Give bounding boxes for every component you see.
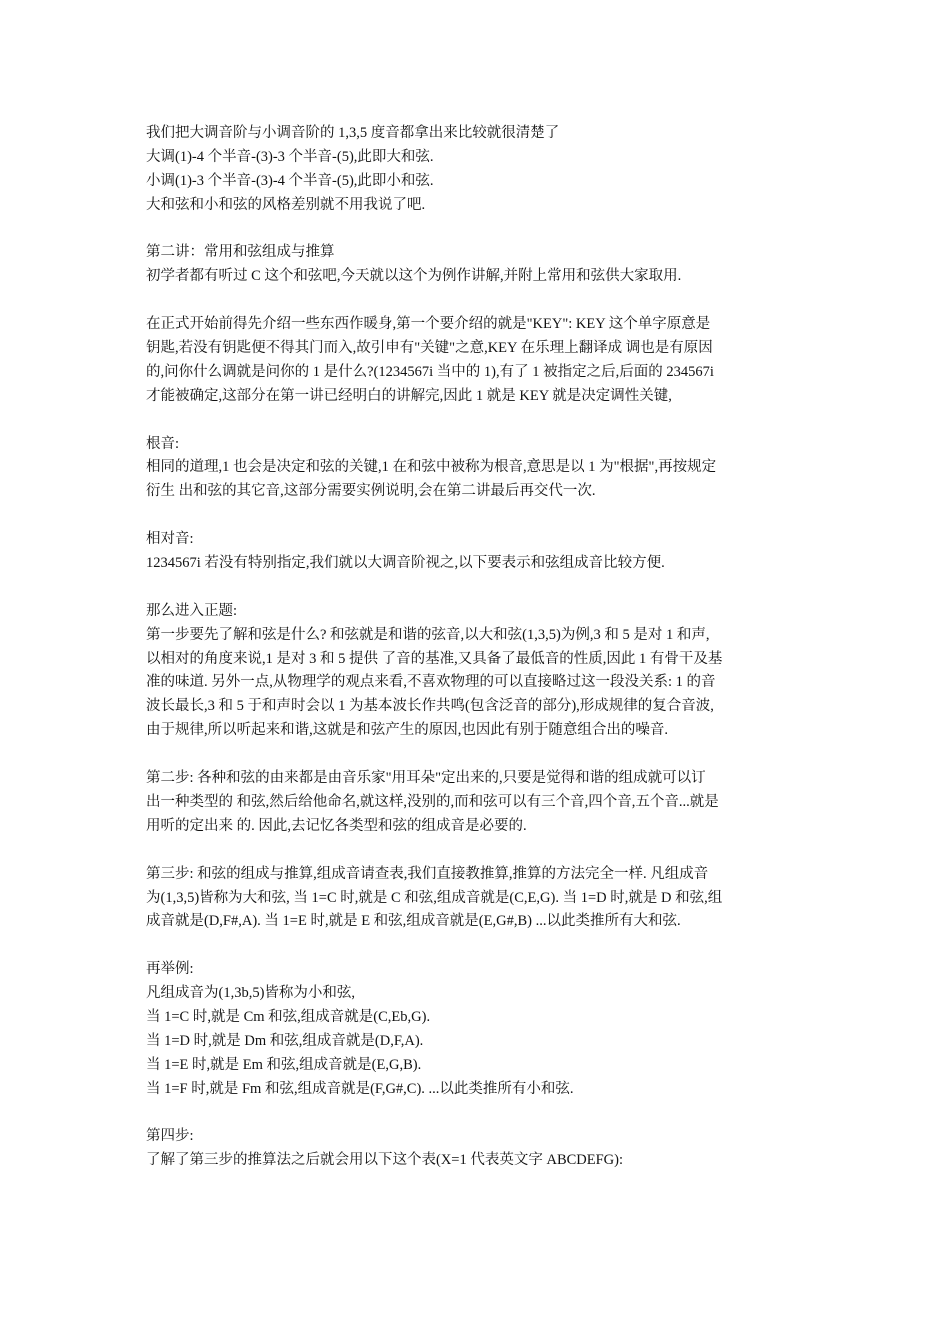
text-line: 在正式开始前得先介绍一些东西作暖身,第一个要介绍的就是"KEY": KEY 这个单字原意是 xyxy=(146,316,711,333)
text-line: 出一种类型的 和弦,然后给他命名,就这样,没别的,而和弦可以有三个音,四个音,五个音...就是 xyxy=(146,793,719,810)
text-line: 当 1=D 时,就是 Dm 和弦,组成音就是(D,F,A). xyxy=(146,1032,424,1049)
text-line: 根音: xyxy=(146,435,180,452)
text-line: 1234567i 若没有特别指定,我们就以大调音阶视之,以下要表示和弦组成音比较方便. xyxy=(146,555,665,572)
text-line: 第三步: 和弦的组成与推算,组成音请查表,我们直接教推算,推算的方法完全一样. 凡组成音 xyxy=(146,865,709,882)
paragraph-gap xyxy=(146,839,816,863)
paragraph-gap xyxy=(146,218,816,242)
text-line: 准的味道. 另外一点,从物理学的观点来看,不喜欢物理的可以直接略过这一段没关系: 1 的音 xyxy=(146,674,716,691)
text-line: 那么进入正题: xyxy=(146,602,238,619)
text-line: 第一步要先了解和弦是什么? 和弦就是和谐的弦音,以大和弦(1,3,5)为例,3 和 5 是对 1 和声, xyxy=(146,626,710,643)
paragraph-gap xyxy=(146,409,816,433)
paragraph xyxy=(146,600,816,743)
paragraph-gap xyxy=(146,934,816,958)
paragraph xyxy=(146,863,816,935)
text-line: 当 1=F 时,就是 Fm 和弦,组成音就是(F,G#,C). ...以此类推所有小和弦. xyxy=(146,1080,574,1097)
text-line: 初学者都有听过 C 这个和弦吧,今天就以这个为例作讲解,并附上常用和弦供大家取用. xyxy=(146,268,682,285)
text-line: 第二步: 各种和弦的由来都是由音乐家"用耳朵"定出来的,只要是觉得和谐的组成就可以订 xyxy=(146,770,706,787)
text-line: 当 1=C 时,就是 Cm 和弦,组成音就是(C,Eb,G). xyxy=(146,1008,431,1025)
paragraph xyxy=(146,241,816,289)
text-line: 小调(1)-3 个半音-(3)-4 个半音-(5),此即小和弦. xyxy=(146,172,434,189)
paragraph xyxy=(146,122,816,218)
paragraph-gap xyxy=(146,743,816,767)
text-line: 才能被确定,这部分在第一讲已经明白的讲解完,因此 1 就是 KEY 就是决定调性关键, xyxy=(146,387,672,404)
text-line: 相对音: xyxy=(146,531,194,548)
paragraph-gap xyxy=(146,504,816,528)
text-line: 大调(1)-4 个半音-(3)-3 个半音-(5),此即大和弦. xyxy=(146,148,434,165)
text-line: 大和弦和小和弦的风格差别就不用我说了吧. xyxy=(146,196,426,213)
paragraph xyxy=(146,313,816,409)
text-line: 相同的道理,1 也会是决定和弦的关键,1 在和弦中被称为根音,意思是以 1 为"根据",再按规定 xyxy=(146,459,717,476)
text-line: 成音就是(D,F#,A). 当 1=E 时,就是 E 和弦,组成音就是(E,G#,B) ...以此类推所有大和弦. xyxy=(146,913,681,930)
document-page xyxy=(146,122,816,1173)
text-line: 波长最长,3 和 5 于和声时会以 1 为基本波长作共鸣(包含泛音的部分),形成规律的复合音波, xyxy=(146,698,714,715)
text-line: 我们把大调音阶与小调音阶的 1,3,5 度音都拿出来比较就很清楚了 xyxy=(146,125,560,141)
paragraph xyxy=(146,767,816,839)
text-line: 的,问你什么调就是问你的 1 是什么?(1234567i 当中的 1),有了 1 被指定之后,后面的 234567i xyxy=(146,363,714,380)
text-line: 第四步: xyxy=(146,1128,194,1145)
paragraph-gap xyxy=(146,1102,816,1126)
paragraph xyxy=(146,528,816,576)
text-line: 以相对的角度来说,1 是对 3 和 5 提供 了音的基准,又具备了最低音的性质,因此 1 有骨干及基 xyxy=(146,650,723,667)
text-line: 用听的定出来 的. 因此,去记忆各类型和弦的组成音是必要的. xyxy=(146,817,527,834)
paragraph xyxy=(146,1125,816,1173)
text-line: 再举例: xyxy=(146,961,194,978)
text-line: 由于规律,所以听起来和谐,这就是和弦产生的原因,也因此有别于随意组合出的噪音. xyxy=(146,722,668,739)
paragraph-gap xyxy=(146,576,816,600)
paragraph xyxy=(146,433,816,505)
text-line: 了解了第三步的推算法之后就会用以下这个表(X=1 代表英文字 ABCDEFG): xyxy=(146,1152,624,1169)
text-line: 钥匙,若没有钥匙便不得其门而入,故引申有"关键"之意,KEY 在乐理上翻译成 调也是有原因 xyxy=(146,340,713,357)
paragraph-gap xyxy=(146,289,816,313)
text-line: 为(1,3,5)皆称为大和弦, 当 1=C 时,就是 C 和弦,组成音就是(C,E,G). 当 1=D 时,就是 D 和弦,组 xyxy=(146,889,723,906)
paragraph xyxy=(146,958,816,1101)
text-line: 衍生 出和弦的其它音,这部分需要实例说明,会在第二讲最后再交代一次. xyxy=(146,483,596,500)
text-line: 第二讲：常用和弦组成与推算 xyxy=(146,244,335,261)
text-line: 当 1=E 时,就是 Em 和弦,组成音就是(E,G,B). xyxy=(146,1056,422,1073)
text-line: 凡组成音为(1,3b,5)皆称为小和弦, xyxy=(146,985,356,1002)
